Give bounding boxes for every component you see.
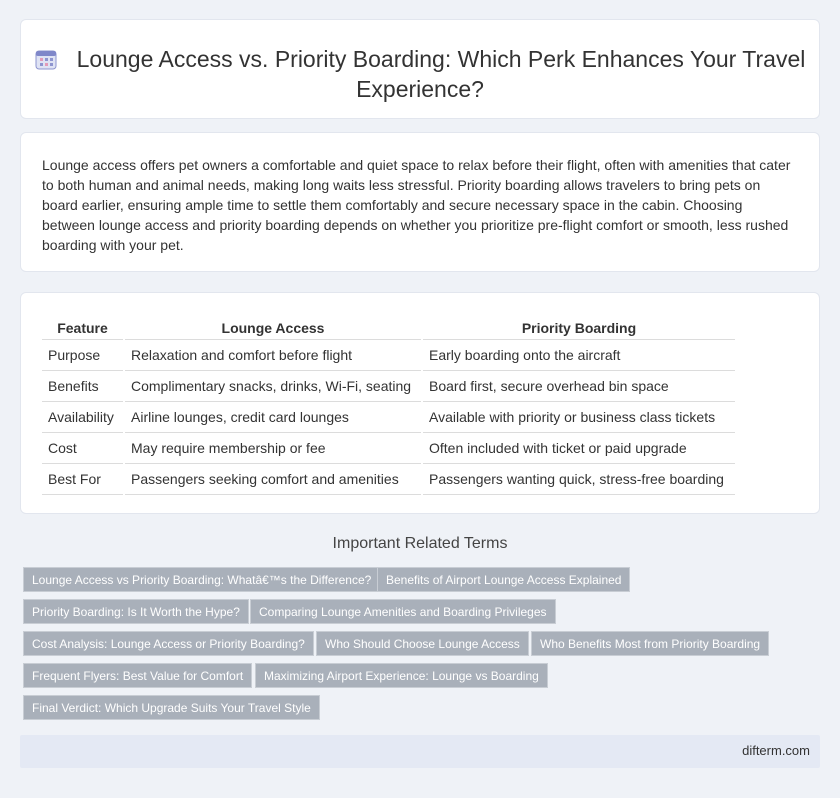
table-cell: Board first, secure overhead bin space [422, 371, 735, 402]
related-term-tag[interactable]: Lounge Access vs Priority Boarding: Whatâ€™s the Difference? [23, 567, 380, 592]
related-term-tag[interactable]: Priority Boarding: Is It Worth the Hype? [23, 599, 249, 624]
table-cell: Benefits [42, 371, 124, 402]
table-row [42, 402, 735, 433]
related-term-tag[interactable]: Benefits of Airport Lounge Access Explained [377, 567, 630, 592]
calendar-icon [35, 48, 57, 70]
table-cell: Passengers seeking comfort and amenities [124, 464, 422, 495]
table-cell: Complimentary snacks, drinks, Wi-Fi, seating [124, 371, 422, 402]
table-cell: Purpose [42, 340, 124, 371]
related-term-tag[interactable]: Frequent Flyers: Best Value for Comfort [23, 663, 252, 688]
column-header-priority-boarding: Priority Boarding [422, 316, 735, 340]
table-row [42, 464, 735, 495]
column-header-lounge-access: Lounge Access [124, 316, 422, 340]
footer-site-name: difterm.com [742, 743, 810, 758]
page-title: Lounge Access vs. Priority Boarding: Which Perk Enhances Your Travel Experience? [76, 46, 806, 102]
column-header-feature: Feature [42, 316, 124, 340]
table-cell: Early boarding onto the aircraft [422, 340, 735, 371]
table-row [42, 340, 735, 371]
table-cell: Airline lounges, credit card lounges [124, 402, 422, 433]
intro-card [20, 132, 820, 272]
intro-text: Lounge access offers pet owners a comfortable and quiet space to relax before their flight, often with amenities that cater to both human and animal needs, making long waits less stressful. Priority boarding allows travelers to bring pets on board earlier, ensuring ample time to settle them comfortably and secure necessary space in the cabin. Choosing between lounge access and priority boarding depends on whether you prioritize pre-flight comfort or smooth, less rushed boarding with your pet. [42, 157, 791, 253]
page-title-container [21, 44, 819, 104]
related-terms-heading: Important Related Terms [332, 535, 508, 552]
comparison-table-card [20, 292, 820, 514]
table-cell: Availability [42, 402, 124, 433]
table-cell: May require membership or fee [124, 433, 422, 464]
table-cell: Best For [42, 464, 124, 495]
header-card [20, 19, 820, 119]
table-cell: Available with priority or business class tickets [422, 402, 735, 433]
comparison-table [42, 316, 735, 495]
table-row [42, 433, 735, 464]
table-cell: Cost [42, 433, 124, 464]
related-term-tag[interactable]: Cost Analysis: Lounge Access or Priority Boarding? [23, 631, 314, 656]
table-cell: Relaxation and comfort before flight [124, 340, 422, 371]
related-term-tag[interactable]: Final Verdict: Which Upgrade Suits Your Travel Style [23, 695, 320, 720]
footer [20, 735, 820, 768]
table-row [42, 371, 735, 402]
related-term-tag[interactable]: Comparing Lounge Amenities and Boarding Privileges [250, 599, 556, 624]
related-term-tag[interactable]: Who Should Choose Lounge Access [316, 631, 529, 656]
table-header-row [42, 316, 735, 340]
related-term-tag[interactable]: Who Benefits Most from Priority Boarding [531, 631, 769, 656]
table-cell: Passengers wanting quick, stress-free boarding [422, 464, 735, 495]
table-cell: Often included with ticket or paid upgrade [422, 433, 735, 464]
related-term-tag[interactable]: Maximizing Airport Experience: Lounge vs Boarding [255, 663, 548, 688]
